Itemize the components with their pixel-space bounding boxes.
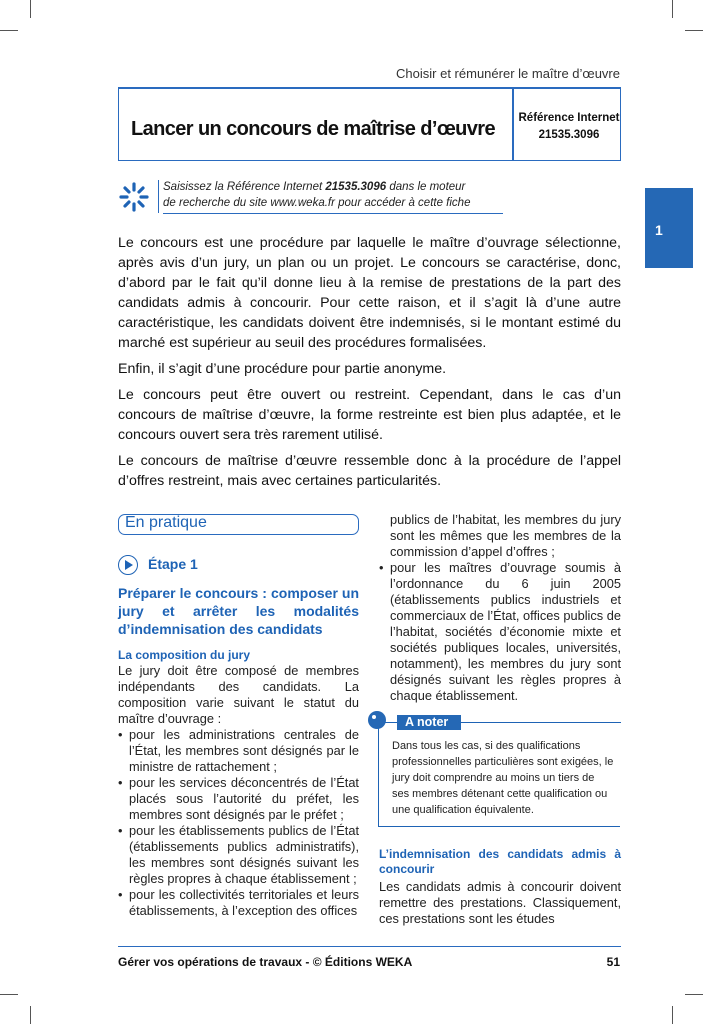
list-item: • pour les maîtres d’ouvrage soumis à l’ordonnance du 6 juin 2005 (établissements publics industriels et commerciaux de l’État, offices publics de l’habitat, sociétés d’économie mixte et sociétés publiques locales, universités, notamment), les membres du jury sont désignés suivant les règles propres à chaque établissement. (379, 560, 621, 704)
page-number: 51 (606, 955, 620, 969)
jury-intro: Le jury doit être composé de membres indépendants des candidats. La composition varie suivant le statut du maître d’ouvrage : (118, 663, 359, 726)
crop-mark (685, 994, 703, 995)
note-box (379, 715, 621, 827)
web-reference-number: 21535.3096 (325, 181, 387, 193)
crop-mark (672, 1006, 673, 1024)
footer-publication: Gérer vos opérations de travaux - © Éditions WEKA (118, 955, 413, 969)
footer-rule (118, 946, 621, 947)
note-label: A noter (397, 715, 461, 730)
step-title: Préparer le concours : composer un jury et arrêter les modalités d’indemnisation des candidats (118, 585, 359, 637)
crop-mark (0, 30, 18, 31)
crop-mark (685, 30, 703, 31)
subheading-indemnisation: L’indemnisation des candidats admis à concourir (379, 847, 621, 876)
step-heading (118, 555, 359, 577)
step-label: Étape 1 (148, 556, 198, 572)
note-bottom-rule (378, 826, 620, 827)
list-item: • pour les administrations centrales de l’État, les membres sont désignés par le ministre de rattachement ; (118, 727, 359, 775)
intro-paragraph: Le concours peut être ouvert ou restreint. Cependant, dans le cas d’un concours de maîtrise d’œuvre, la forme restreinte est bien plus adaptée, et le concours ouvert sera très rarement utilisé. (118, 387, 621, 443)
info-icon (368, 711, 386, 729)
list-item: • pour les collectivités territoriales et leurs établissements, à l’exception des offices (118, 887, 359, 919)
list-item: • pour les établissements publics de l’État (établissements publics administratifs), les membres sont désignés suivant les règles propres à chaque établissement ; (118, 823, 359, 887)
play-icon (118, 555, 138, 575)
jury-list (118, 727, 359, 919)
crop-mark (30, 1006, 31, 1024)
reference-box (517, 110, 621, 144)
note-underline (163, 213, 503, 214)
left-column (118, 514, 359, 919)
running-title: Choisir et rémunérer le maître d’œuvre (396, 66, 620, 81)
note-rule (158, 180, 159, 213)
jury-list-continued (379, 560, 621, 704)
reference-value: 21535.3096 (538, 129, 600, 141)
title-separator (512, 88, 514, 160)
title-box (118, 88, 621, 161)
note-left-rule (378, 722, 379, 827)
sparkle-icon (118, 181, 150, 213)
web-reference-note (118, 180, 508, 214)
intro-paragraph: Le concours de maîtrise d’œuvre ressemble donc à la procédure de l’appel d’offres restreint, mais avec certaines particularités. (118, 453, 621, 489)
web-reference-text: Saisissez la Référence Internet 21535.3096 dans le moteur de recherche du site www.weka.fr pour accéder à cette fiche (163, 181, 471, 209)
reference-label: Référence Internet (518, 112, 620, 124)
chapter-number: 1 (655, 222, 663, 238)
crop-mark (0, 994, 18, 995)
intro-text (118, 233, 621, 497)
intro-paragraph: Enfin, il s’agit d’une procédure pour partie anonyme. (118, 361, 447, 377)
page-title: Lancer un concours de maîtrise d’œuvre (131, 118, 495, 140)
right-column (379, 512, 621, 927)
list-continuation: publics de l’habitat, les membres du jury sont les mêmes que les membres de la commission d’appel d’offres ; (390, 512, 621, 559)
list-item: • pour les services déconcentrés de l’État placés sous l’autorité du préfet, les membres sont désignés par le préfet ; (118, 775, 359, 823)
note-text: Dans tous les cas, si des qualifications professionnelles particulières sont exigées, le jury doit comprendre au moins un tiers de ses membres détenant cette qualification ou une qualification équivalente. (392, 740, 614, 816)
section-heading: En pratique (118, 514, 359, 535)
intro-paragraph: Le concours est une procédure par laquelle le maître d’ouvrage sélectionne, après avis d’un jury, un plan ou un projet. Le concours se caractérise, donc, d’abord par le fait qu’il donne lieu à la remise de prestations de la part des candidats admis à concourir. Pour cette raison, et il s’agit là d’une autre caractéristique, les candidats doivent être indemnisés, si le montant estimé du marché est supérieur au seuil des procédures formalisées. (118, 235, 621, 351)
crop-mark (672, 0, 673, 18)
subheading-jury: La composition du jury (118, 648, 251, 662)
indemnisation-text: Les candidats admis à concourir doivent remettre des prestations. Classiquement, ces prestations sont les études (379, 879, 621, 926)
chapter-tab (645, 188, 693, 268)
crop-mark (30, 0, 31, 18)
